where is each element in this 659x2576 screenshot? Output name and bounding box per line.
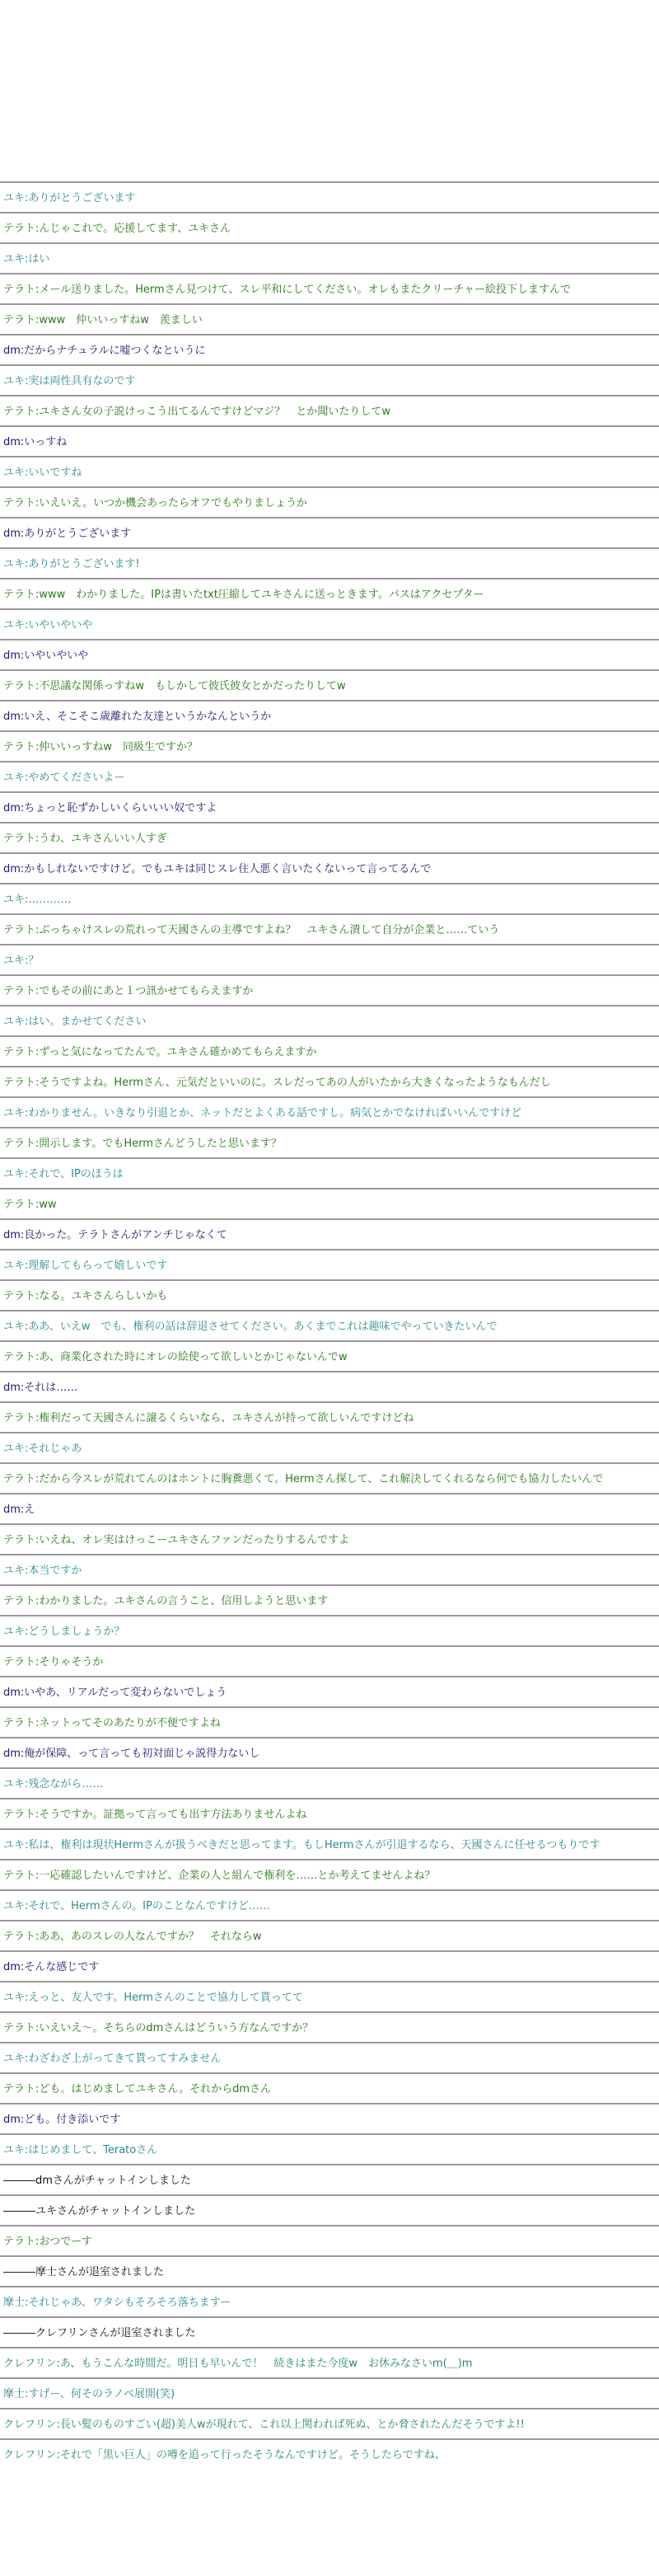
chat-message: ユキ:わかりません。いきなり引退とか、ネットだとよくある話ですし。病気とかでなければいいんですけど [0,1096,659,1127]
chat-message: dm:俺が保障、って言っても初対面じゃ説得力ないし [0,1737,659,1767]
chat-message: テラト:そうですよね。Hermさん、元気だといいのに。スレだってあの人がいたから大きくなったようなもんだし [0,1066,659,1096]
chat-message: ユキ:私は、権利は現状Hermさんが扱うべきだと思ってます。もしHermさんが引退するなら、天國さんに任せるつもりです [0,1828,659,1859]
chat-message: ―――クレフリンさんが退室されました [0,2316,659,2347]
chat-message: 摩士:それじゃあ、ワタシもそろそろ落ちますー [0,2286,659,2316]
chat-message: テラト:いえいえ～。そちらのdmさんはどういう方なんですか？ [0,2011,659,2042]
chat-message: ユキ:ありがとうございます [0,181,659,212]
chat-message: クレフリン:長い髪のものすごい(超)美人wが現れて、これ以上関われば死ぬ、とか脅されたんだそうですよ!! [0,2408,659,2438]
chat-message: ユキ:わざわざ上がってきて貰ってすみません [0,2042,659,2072]
chat-message: ユキ:えっと、友人です。Hermさんのことで協力して貰ってて [0,1981,659,2011]
chat-message: dm:え [0,1493,659,1523]
chat-message: テラト:わかりました。ユキさんの言うこと、信用しようと思います [0,1584,659,1615]
chat-message: dm:そんな感じです [0,1950,659,1981]
chat-message: テラト:なる。ユキさんらしいかも [0,1279,659,1310]
chat-message: dm:だからナチュラルに嘘つくなというに [0,334,659,364]
chat-message: dm:ちょっと恥ずかしいくらいいい奴ですよ [0,791,659,822]
chat-message: クレフリン:あ、もうこんな時間だ。明日も早いんで！ 続きはまた今度w お休みなさいm(＿)m [0,2347,659,2377]
chat-message: テラト:でもその前にあと１つ訊かせてもらえますか [0,974,659,1005]
chat-message: ユキ:はい。まかせてください [0,1005,659,1035]
chat-message: テラト:ども。はじめましてユキさん。それからdmさん [0,2072,659,2103]
chat-message: ユキ:本当ですか [0,1554,659,1584]
chat-message: ユキ:それで、IPのほうは [0,1157,659,1188]
chat-message: テラト:いえいえ。いつか機会あったらオフでもやりましょうか [0,486,659,517]
chat-message: 摩士:すげー、何そのラノベ展開(笑) [0,2377,659,2408]
chat-message: dm:それは…… [0,1371,659,1401]
chat-message: テラト:不思議な関係っすねw もしかして彼氏彼女とかだったりしてw [0,669,659,700]
chat-message: テラト:ユキさん女の子説けっこう出てるんですけどマジ？ とか聞いたりしてw [0,395,659,425]
chat-message: ユキ:いいですね [0,456,659,486]
chat-message: dm:いやあ、リアルだって変わらないでしょう [0,1676,659,1706]
chat-message: テラト:うわ、ユキさんいい人すぎ [0,822,659,852]
chat-message: テラト:権利だって天國さんに譲るくらいなら、ユキさんが持って欲しいんですけどね [0,1401,659,1432]
chat-message: テラト:ネットってそのあたりが不便ですよね [0,1706,659,1737]
chat-message: dm:良かった。テラトさんがアンチじゃなくて [0,1218,659,1249]
chat-message: dm:いっすね [0,425,659,456]
chat-message: ユキ:理解してもらって嬉しいです [0,1249,659,1279]
chat-message: テラト:ww [0,1188,659,1218]
chat-message: dm:ありがとうございます [0,517,659,547]
chat-message: ユキ:………… [0,883,659,913]
chat-message: ユキ:ありがとうございます! [0,547,659,578]
chat-message: ユキ:はい [0,242,659,273]
chat-message: テラト:ずっと気になってたんで。ユキさん確かめてもらえますか [0,1035,659,1066]
chat-message: ―――ユキさんがチャットインしました [0,2194,659,2225]
chat-message: テラト:おつでーす [0,2225,659,2255]
chat-message: ユキ:ああ、いえw でも、権利の話は辞退させてください。あくまでこれは趣味でやっていきたいんで [0,1310,659,1340]
chat-message: dm:かもしれないですけど。でもユキは同じスレ住人悪く言いたくないって言ってるんで [0,852,659,883]
chat-message: ユキ:はじめまして、Teratoさん [0,2133,659,2164]
chat-message: テラト:だから今スレが荒れてんのはホントに胸糞悪くて。Hermさん探して、これ解決してくれるなら何でも協力したいんで [0,1462,659,1493]
chat-message: ユキ:？ [0,944,659,974]
chat-message: テラト:www わかりました。IPは書いたtxt圧縮してユキさんに送っときます。パスはアクセプター [0,578,659,608]
chat-message: ユキ:どうしましょうか？ [0,1615,659,1645]
chat-message: テラト:いえね、オレ実はけっこーユキさんファンだったりするんですよ [0,1523,659,1554]
chat-message: ―――摩士さんが退室されました [0,2255,659,2286]
chat-message: テラト:そうですか。証拠って言っても出す方法ありませんよね [0,1798,659,1828]
chat-message: テラト:仲いいっすねw 同級生ですか？ [0,730,659,761]
chat-message: ユキ:それじゃあ [0,1432,659,1462]
chat-message: テラト:開示します。でもHermさんどうしたと思います？ [0,1127,659,1157]
chat-message: テラト:あ、商業化された時にオレの絵使って欲しいとかじゃないんでw [0,1340,659,1371]
chat-message: ―――dmさんがチャットインしました [0,2164,659,2194]
chat-message: テラト:一応確認したいんですけど、企業の人と組んで権利を……とか考えてませんよね？ [0,1859,659,1889]
chat-message: ユキ:やめてくださいよー [0,761,659,791]
chat-message: テラト:んじゃこれで。応援してます、ユキさん [0,212,659,242]
chat-log [0,181,659,2469]
chat-message: テラト:ぶっちゃけスレの荒れって天國さんの主導ですよね？ ユキさん潰して自分が企業と……ていう [0,913,659,944]
chat-message: テラト:そりゃそうか [0,1645,659,1676]
chat-message: ユキ:それで、Hermさんの。IPのことなんですけど…… [0,1889,659,1920]
chat-message: ユキ:いやいやいや [0,608,659,639]
chat-message: テラト:www 仲いいっすねw 羨ましい [0,303,659,334]
chat-message: dm:ども。付き添いです [0,2103,659,2133]
chat-message: テラト:メール送りました。Hermさん見つけて、スレ平和にしてください。オレもまたクリーチャー絵投下しますんで [0,273,659,303]
chat-message: ユキ:実は両性具有なのです [0,364,659,395]
chat-message: テラト:ああ、あのスレの人なんですか？ それならw [0,1920,659,1950]
chat-message: ユキ:残念ながら…… [0,1767,659,1798]
chat-message: dm:いやいやいや [0,639,659,669]
chat-message: クレフリン:それで「黒い巨人」の噂を追って行ったそうなんですけど。そうしたらですね、 [0,2438,659,2469]
chat-message: dm:いえ、そこそこ歳離れた友達というかなんというか [0,700,659,730]
